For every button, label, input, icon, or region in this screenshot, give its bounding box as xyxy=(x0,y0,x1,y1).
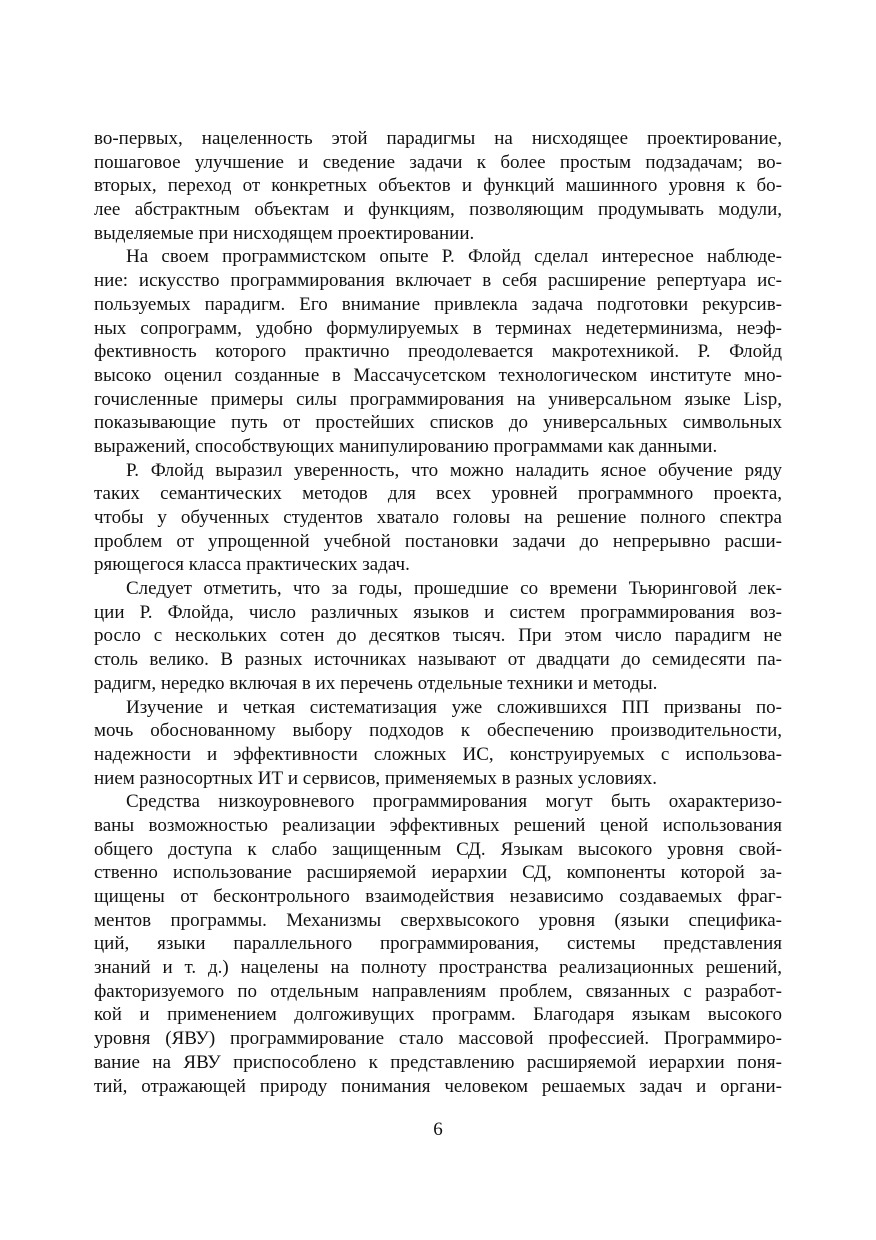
text-line: нием разносортных ИТ и сервисов, применяемых в разных условиях. xyxy=(94,767,657,789)
text-line: ваны возможностью реализации эффективных решений ценой использования xyxy=(94,814,782,836)
text-line: радигм, нередко включая в их перечень отдельные техники и методы. xyxy=(94,672,658,694)
text-line: факторизуемого по отдельным направлениям проблем, связанных с разработ- xyxy=(94,980,782,1002)
text-line: ние: искусство программирования включает в себя расширение репертуара ис- xyxy=(94,270,782,292)
text-line: проблем от упрощенной учебной постановки задачи до непрерывно расши- xyxy=(94,530,782,552)
page-number: 6 xyxy=(433,1119,443,1140)
text-line: пошаговое улучшение и сведение задачи к более простым подзадачам; во- xyxy=(94,151,782,173)
text-line: надежности и эффективности сложных ИС, конструируемых с использова- xyxy=(94,743,782,765)
text-line: ряющегося класса практических задач. xyxy=(94,554,410,576)
page-body xyxy=(94,127,782,1098)
text-line: столь велико. В разных источниках называют от двадцати до семидесяти па- xyxy=(94,649,782,671)
text-line: Следует отметить, что за годы, прошедшие со времени Тьюринговой лек- xyxy=(126,578,782,600)
text-line: ции Р. Флойда, число различных языков и систем программирования воз- xyxy=(94,601,782,623)
paragraph xyxy=(94,790,782,1098)
paragraph xyxy=(94,459,782,577)
text-line: уровня (ЯВУ) программирование стало массовой профессией. Программиро- xyxy=(94,1028,782,1050)
text-line: росло с нескольких сотен до десятков тысяч. При этом число парадигм не xyxy=(94,625,782,647)
text-line: выделяемые при нисходящем проектировании. xyxy=(94,222,475,244)
text-line: гочисленные примеры силы программирования на универсальном языке Lisp, xyxy=(94,388,782,410)
text-line: во-первых, нацеленность этой парадигмы на нисходящее проектирование, xyxy=(94,128,782,149)
text-line: высоко оценил созданные в Массачусетском технологическом институте мно- xyxy=(94,364,782,386)
text-line: фективность которого практично преодолевается макротехникой. Р. Флойд xyxy=(94,341,782,363)
text-line: Изучение и четкая систематизация уже сложившихся ПП призваны по- xyxy=(126,696,782,718)
text-line: Средства низкоуровневого программирования могут быть охарактеризо- xyxy=(126,791,782,813)
text-line: ций, языки параллельного программирования, системы представления xyxy=(94,933,782,955)
text-line: мочь обоснованному выбору подходов к обеспечению производительности, xyxy=(94,720,782,742)
text-line: таких семантических методов для всех уровней программного проекта, xyxy=(94,483,782,505)
paragraph xyxy=(94,245,782,458)
text-line: кой и применением долгоживущих программ. Благодаря языкам высокого xyxy=(94,1004,782,1026)
text-line: лее абстрактным объектам и функциям, позволяющим продумывать модули, xyxy=(94,199,782,221)
text-line: щищены от бесконтрольного взаимодействия независимо создаваемых фраг- xyxy=(94,886,782,907)
text-line: выражений, способствующих манипулированию программами как данными. xyxy=(94,435,718,457)
text-line: вание на ЯВУ приспособлено к представлению расширяемой иерархии поня- xyxy=(94,1051,782,1073)
text-line: вторых, переход от конкретных объектов и функций машинного уровня к бо- xyxy=(94,175,782,197)
text-line: ментов программы. Механизмы сверхвысокого уровня (языки специфика- xyxy=(94,909,782,931)
text-line: ных сопрограмм, удобно формулируемых в терминах недетерминизма, неэф- xyxy=(94,317,782,339)
text-line: тий, отражающей природу понимания человеком решаемых задач и органи- xyxy=(94,1075,782,1097)
text-line: пользуемых парадигм. Его внимание привлекла задача подготовки рекурсив- xyxy=(94,293,782,315)
text-line: ственно использование расширяемой иерархии СД, компоненты которой за- xyxy=(94,862,782,884)
text-line: знаний и т. д.) нацелены на полноту пространства реализационных решений, xyxy=(94,957,782,979)
text-line: чтобы у обученных студентов хватало головы на решение полного спектра xyxy=(94,507,782,528)
text-line: общего доступа к слабо защищенным СД. Языкам высокого уровня свой- xyxy=(94,838,782,860)
text-line: Р. Флойд выразил уверенность, что можно наладить ясное обучение ряду xyxy=(126,459,782,481)
paragraph xyxy=(94,696,782,791)
text-line: показывающие путь от простейших списков до универсальных символьных xyxy=(94,412,782,434)
text-line: На своем программистском опыте Р. Флойд сделал интересное наблюде- xyxy=(126,246,782,268)
paragraph xyxy=(94,577,782,695)
paragraph xyxy=(94,127,782,245)
